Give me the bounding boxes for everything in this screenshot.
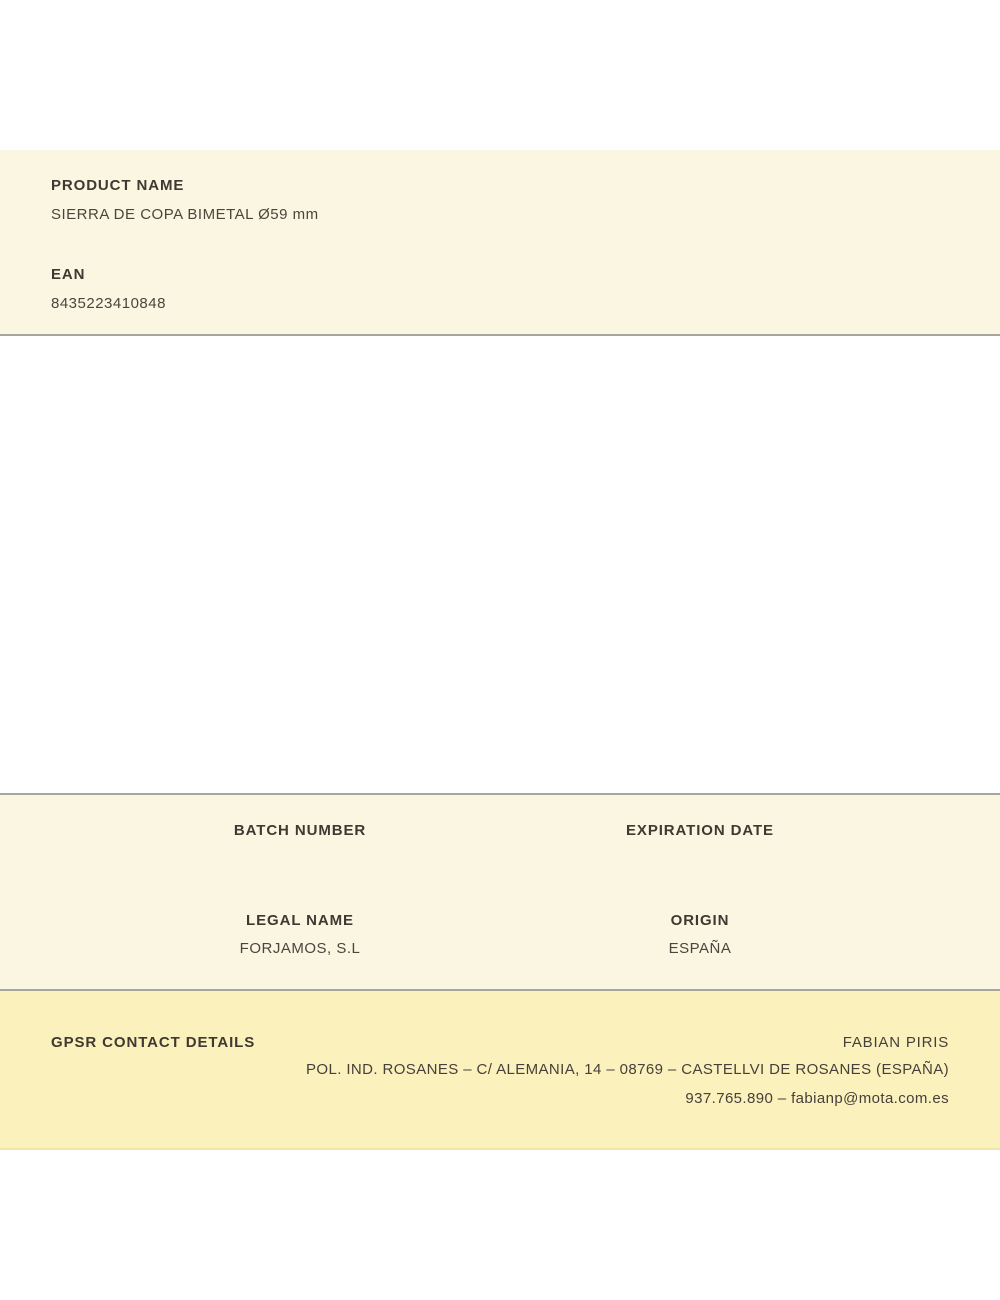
batch-number-field [100, 821, 500, 869]
ean-label: EAN [51, 266, 86, 283]
legal-name-value: FORJAMOS, S.L [239, 940, 361, 957]
batch-number-label: BATCH NUMBER [233, 822, 367, 839]
origin-label: ORIGIN [670, 912, 730, 929]
ean-value: 8435223410848 [51, 295, 166, 312]
expiration-date-field [500, 821, 900, 869]
legal-name-label: LEGAL NAME [246, 912, 354, 929]
gpsr-contact-phone-email: 937.765.890 – fabianp@mota.com.es [685, 1090, 949, 1107]
product-info-section [0, 150, 1000, 336]
gpsr-contact-address: POL. IND. ROSANES – C/ ALEMANIA, 14 – 08769 – CASTELLVI DE ROSANES (ESPAÑA) [305, 1061, 949, 1078]
origin-field [500, 911, 900, 959]
expiration-date-label: EXPIRATION DATE [626, 822, 774, 839]
expiration-date-value [500, 849, 900, 869]
product-name-value: SIERRA DE COPA BIMETAL Ø59 mm [51, 206, 319, 223]
origin-value: ESPAÑA [668, 940, 732, 957]
batch-number-value [100, 849, 500, 869]
legal-origin-row [100, 911, 900, 959]
product-name-label: PRODUCT NAME [51, 177, 185, 194]
batch-legal-section [0, 793, 1000, 991]
batch-row [100, 821, 900, 869]
gpsr-contact-details-label: GPSR CONTACT DETAILS [51, 1034, 256, 1051]
gpsr-contact-section [0, 991, 1000, 1150]
gpsr-header-row [51, 1033, 949, 1053]
legal-name-field [100, 911, 500, 959]
gpsr-contact-name: FABIAN PIRIS [842, 1034, 949, 1051]
